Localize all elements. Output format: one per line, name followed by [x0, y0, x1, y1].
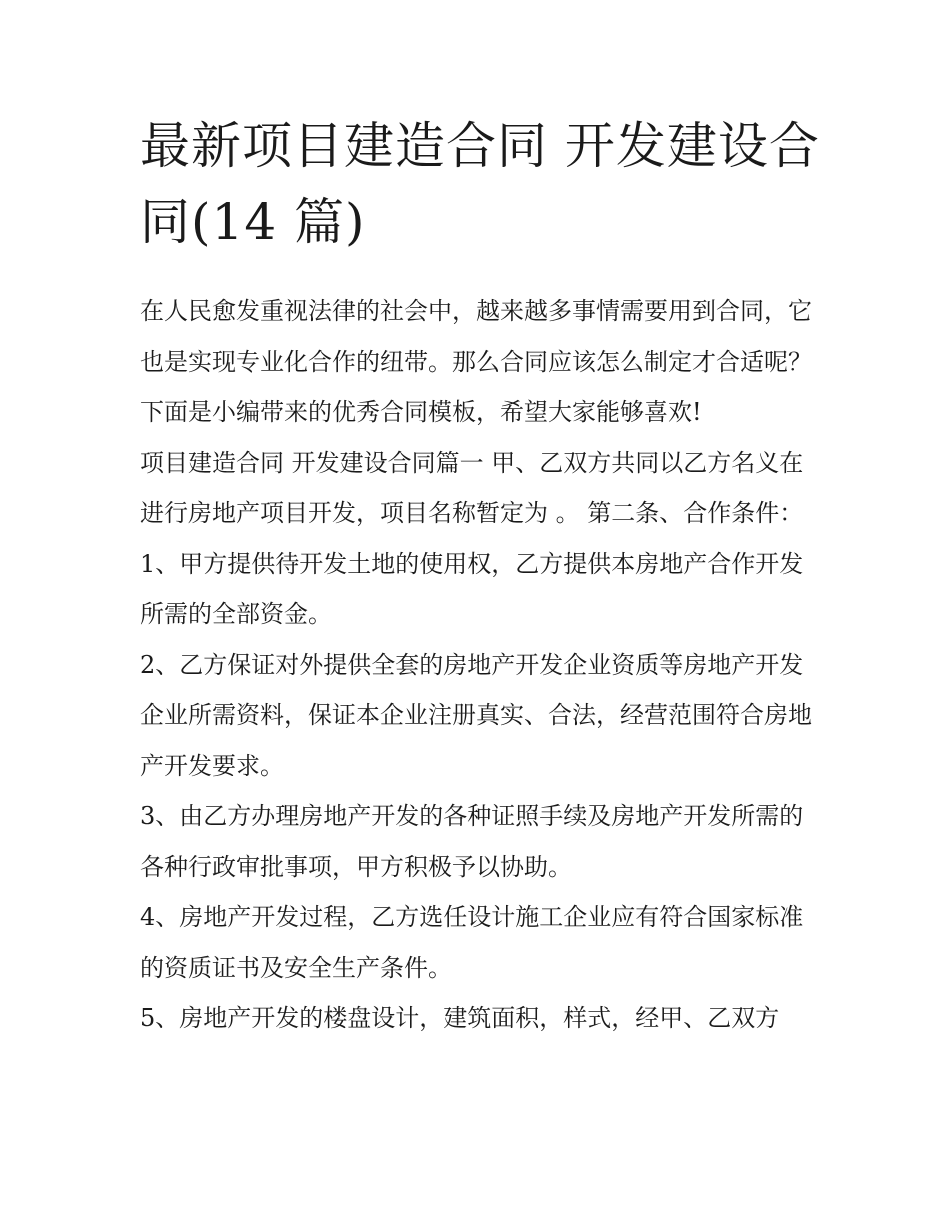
- paragraph-item-2: 2、乙方保证对外提供全套的房地产开发企业资质等房地产开发企业所需资料，保证本企业注册真实、合法，经营范围符合房地产开发要求。: [140, 650, 812, 780]
- paragraph-intro: 在人民愈发重视法律的社会中，越来越多事情需要用到合同，它也是实现专业化合作的纽带。那么合同应该怎么制定才合适呢？下面是小编带来的优秀合同模板，希望大家能够喜欢!: [140, 297, 812, 426]
- paragraph-item-4: 4、房地产开发过程，乙方选任设计施工企业应有符合国家标准的资质证书及安全生产条件。: [140, 903, 804, 982]
- document-title: 最新项目建造合同 开发建设合同(14 篇): [140, 117, 820, 251]
- paragraph-item-1: 1、甲方提供待开发土地的使用权，乙方提供本房地产合作开发所需的全部资金。: [140, 549, 804, 628]
- paragraph-item-3: 3、由乙方办理房地产开发的各种证照手续及房地产开发所需的各种行政审批事项，甲方积极予以协助。: [140, 802, 804, 881]
- paragraph-article-1: 项目建造合同 开发建设合同篇一 甲、乙双方共同以乙方名义在 进行房地产项目开发，项目名称暂定为 。 第二条、合作条件：: [140, 448, 804, 527]
- paragraph-item-5: 5、房地产开发的楼盘设计，建筑面积，样式，经甲、乙双方: [140, 1004, 780, 1032]
- document-page: [140, 108, 820, 1044]
- document-body: [140, 286, 820, 1044]
